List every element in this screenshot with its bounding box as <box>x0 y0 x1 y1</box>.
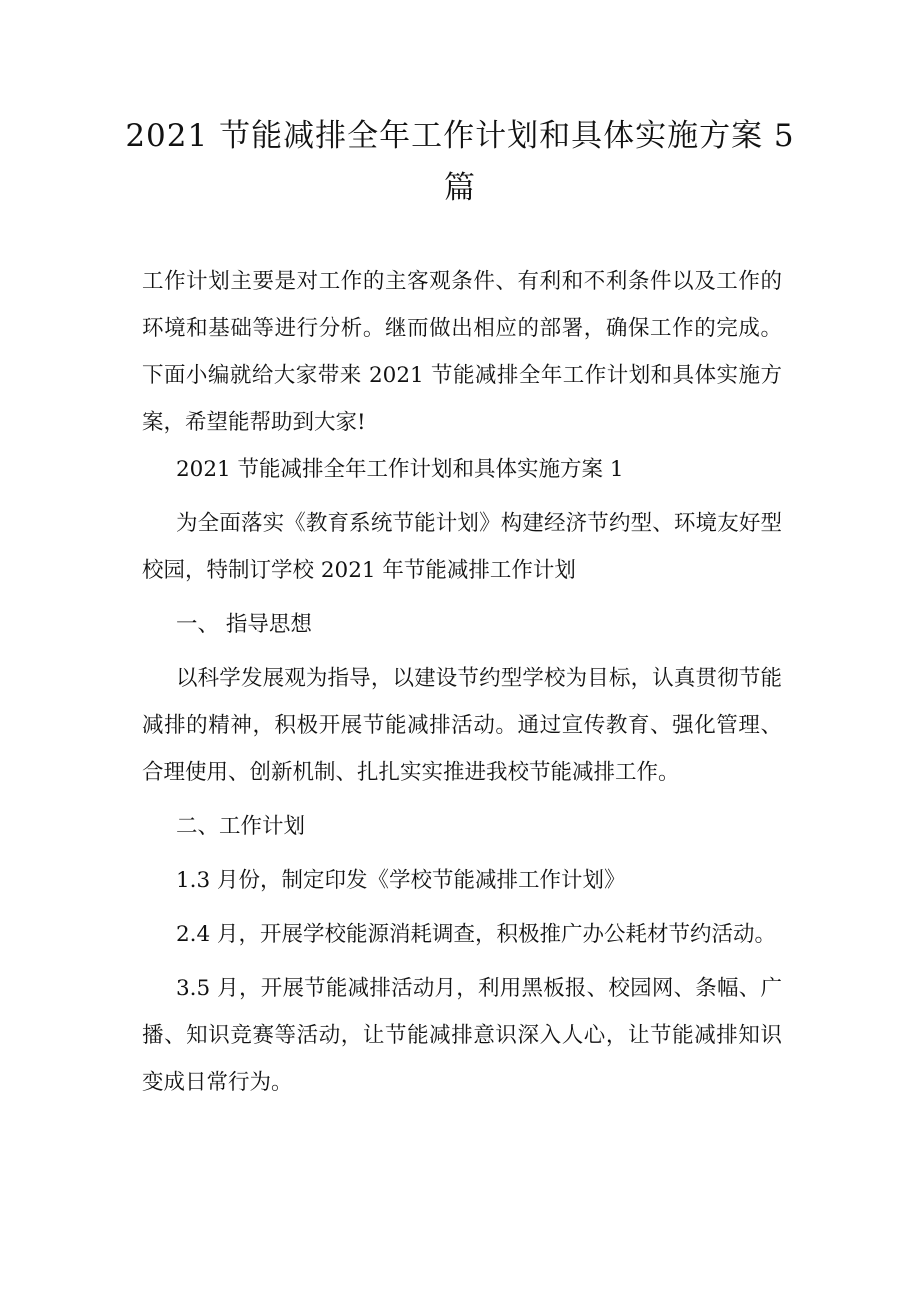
subheading-work-plan: 二、工作计划 <box>176 814 306 839</box>
section-heading: 2021 节能减排全年工作计划和具体实施方案 1 <box>176 457 624 482</box>
subheading-guiding-ideology: 一、 指导思想 <box>176 612 312 637</box>
plan-item: 2.4 月，开展学校能源消耗调查，积极推广办公耗材节约活动。 <box>176 922 777 947</box>
plan-item: 3.5 月，开展节能减排活动月，利用黑板报、校园网、条幅、广播、知识竞赛等活动，让节能减排意识深入人心，让节能减排知识变成日常行为。 <box>142 976 782 1095</box>
intro-paragraph: 工作计划主要是对工作的主客观条件、有利和不利条件以及工作的环境和基础等进行分析。继而做出相应的部署，确保工作的完成。下面小编就给大家带来 2021 节能减排全年工作计划和具体实施方案，希望能帮助到大家! <box>142 269 782 435</box>
body-paragraph: 为全面落实《教育系统节能计划》构建经济节约型、环境友好型校园，特制订学校 2021 年节能减排工作计划 <box>142 511 782 583</box>
body-paragraph: 以科学发展观为指导，以建设节约型学校为目标，认真贯彻节能减排的精神，积极开展节能减排活动。通过宣传教育、强化管理、合理使用、创新机制、扎扎实实推进我校节能减排工作。 <box>142 666 782 785</box>
document-body <box>142 258 782 1113</box>
plan-item: 1.3 月份，制定印发《学校节能减排工作计划》 <box>176 868 626 893</box>
document-title: 2021 节能减排全年工作计划和具体实施方案 5 篇 <box>125 118 795 206</box>
